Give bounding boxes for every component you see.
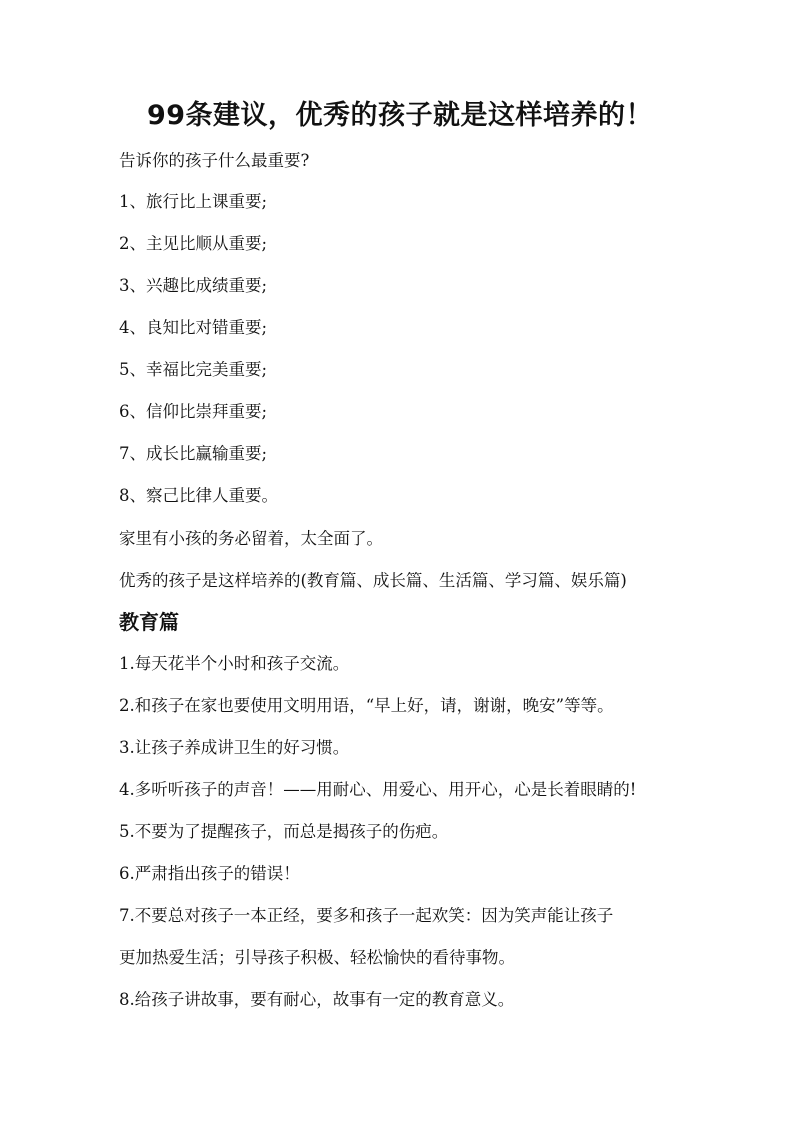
section-heading: 教育篇 xyxy=(119,610,179,634)
priority-item: 8、察己比律人重要。 xyxy=(119,486,278,505)
education-item: 6.严肃指出孩子的错误！ xyxy=(119,864,300,883)
intro-question: 告诉你的孩子什么最重要? xyxy=(119,151,310,170)
priority-item: 4、良知比对错重要; xyxy=(119,318,268,337)
priority-item: 5、幸福比完美重要; xyxy=(119,360,268,379)
subtitle-text: 优秀的孩子是这样培养的(教育篇、成长篇、生活篇、学习篇、娱乐篇) xyxy=(119,571,627,590)
education-item-continuation: 更加热爱生活；引导孩子积极、轻松愉快的看待事物。 xyxy=(119,948,515,967)
note-text: 家里有小孩的务必留着，太全面了。 xyxy=(119,529,383,548)
priority-item: 2、主见比顺从重要; xyxy=(119,234,268,253)
priority-item: 6、信仰比崇拜重要; xyxy=(119,402,268,421)
priority-item: 3、兴趣比成绩重要; xyxy=(119,276,268,295)
education-item: 3.让孩子养成讲卫生的好习惯。 xyxy=(119,738,350,757)
education-item: 2.和孩子在家也要使用文明用语，“早上好，请，谢谢，晚安”等等。 xyxy=(119,696,614,715)
education-item: 1.每天花半个小时和孩子交流。 xyxy=(119,654,350,673)
education-item: 8.给孩子讲故事，要有耐心，故事有一定的教育意义。 xyxy=(119,990,515,1009)
priority-item: 7、成长比赢输重要; xyxy=(119,444,268,463)
education-item: 5.不要为了提醒孩子，而总是揭孩子的伤疤。 xyxy=(119,822,449,841)
document-title: 99条建议，优秀的孩子就是这样培养的！ xyxy=(146,100,654,131)
education-item: 4.多听听孩子的声音！——用耐心、用爱心、用开心，心是长着眼睛的! xyxy=(119,780,637,799)
education-item: 7.不要总对孩子一本正经，要多和孩子一起欢笑：因为笑声能让孩子 xyxy=(119,906,614,925)
priority-item: 1、旅行比上课重要; xyxy=(119,192,268,211)
